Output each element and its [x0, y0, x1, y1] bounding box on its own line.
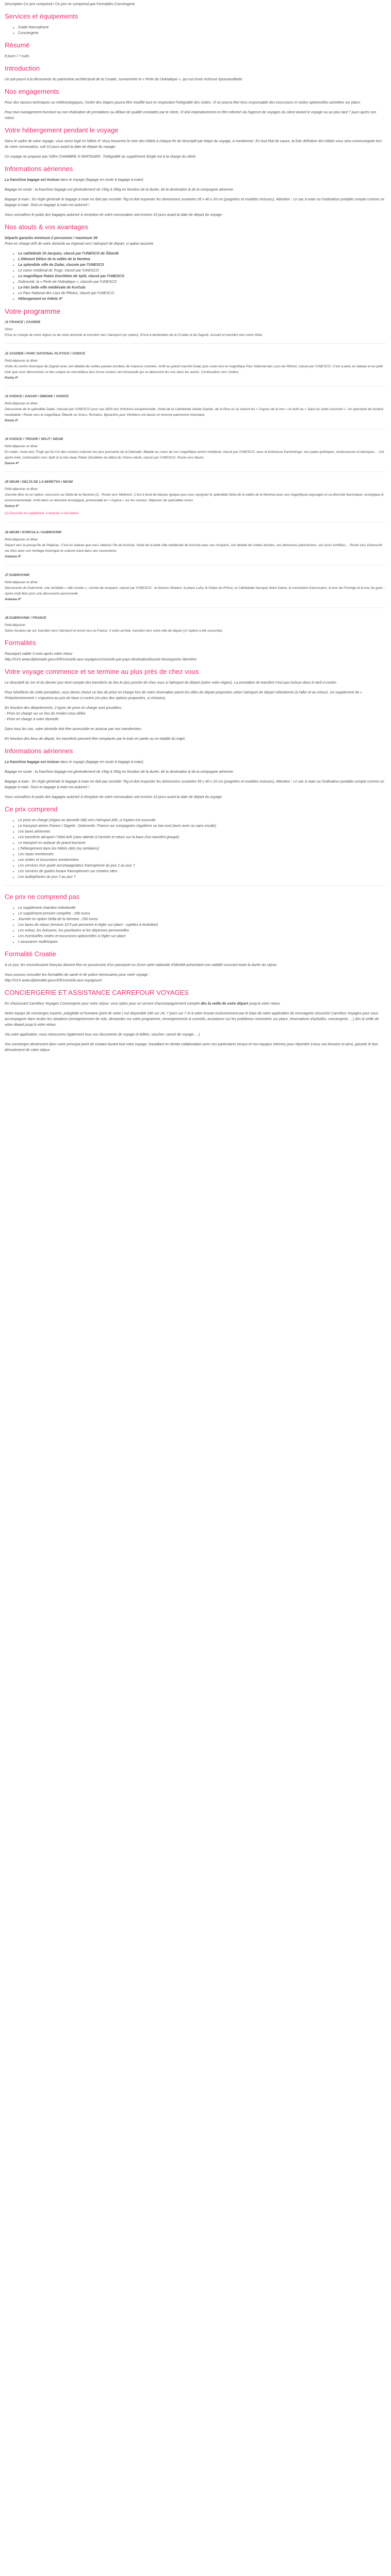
divider	[5, 607, 386, 608]
list-item	[18, 262, 386, 268]
hebergement-p2: Ce voyage ne propose pas l'offre CHAMBRE À PARTAGER : l'intégralité du supplément Single est à la charge du client.	[5, 155, 197, 159]
infos-p4: Vous connaîtrez le poids des bagages autorisé à réception de votre convocation soit environ 10 jours avant la date de départ du voyage.	[5, 213, 223, 217]
infos2-p3: Bagage à main : En règle générale le bagage à main ne doit pas excéder 7kg et doit respecter les dimensions suivantes 55 x 40 x 20 cm (poignées et roulettes incluses). Attention : Le sac à main ou l'ordinateur portable compte comme un bagage à main. Seul un bagage à main est autorisé !	[5, 780, 384, 789]
introduction-text: Un pot-pourri à la découverte du patrimoine architectural de la Croatie, surnommée le « Perle de l'Adriatique », qui est d'une richesse époustouflante.	[5, 78, 243, 81]
day-line: Selon horaires de vol, transfert vers l'aéroport et envol vers la France. A votre arrivée, transfert vers votre ville de départ (si l'option a été souscrite).	[5, 629, 223, 633]
list-item: • Le prise en charge (région ou domicile NB) vers l'aéroport A/R, si l'option est souscrite	[18, 818, 386, 823]
list-item	[18, 279, 386, 285]
list-item: • Le supplément pension complète : 290 euros	[18, 911, 386, 917]
infos-p1	[5, 177, 386, 183]
day-title: J3 VODICE / ZADAR / SIBENIK / VODICE	[5, 395, 69, 398]
croatie-p1: A ce jour, les ressortissants français doivent être en possession d'un passeport ou d'une carte nationale d'identité présentant une validité couvrant toute la durée du séjour.	[5, 963, 278, 967]
atout-text: La très belle ville médiévale de Korčula	[18, 286, 86, 290]
list-item: • Les services d'un guide accompagnateur francophone du jour 2 au jour 7	[18, 863, 386, 869]
list-item: • Les transferts aéroport / hôtel A/R (sans attente à l'arrivée et retour sur la base d'un transfert groupé)	[18, 835, 386, 840]
day-block	[5, 351, 386, 381]
ne-comprend-heading: Ce prix ne comprend pas	[5, 893, 80, 901]
infos2-p4: Vous connaîtrez le poids des bagages autorisé à réception de votre convocation soit environ 10 jours avant la date de départ du voyage.	[5, 795, 223, 799]
services-heading: Services et équipements	[5, 12, 78, 20]
infos2-p2: Bagage en soute : la franchise bagage est généralement de 15kg à 30kg en fonction de la durée, de la destination & de la compagnie aérienne.	[5, 770, 234, 774]
day-title: J7 DUBROVNIK	[5, 573, 30, 577]
day-line: Petit-déjeuner	[5, 623, 26, 627]
infos-aeriennes-heading: Informations aériennes	[5, 165, 73, 173]
day-block	[5, 394, 386, 423]
croatie-p2: Vous pouvez consulter les formalités de santé et de police nécessaires pour votre voyage :	[5, 973, 150, 977]
day-block	[5, 615, 386, 634]
day-line: Petit-déjeuner et dîner	[5, 538, 38, 541]
infos-p2: Bagage en soute : la franchise bagage est généralement de 15kg à 30kg en fonction de la durée, de la destination & de la compagnie aérienne.	[5, 188, 234, 192]
hotel-name: Ponta 4*	[5, 376, 19, 380]
atouts-heading: Nos atouts & vos avantages	[5, 223, 88, 231]
atout-text: Le magnifique Palais Dioclétien de Split, classé par l'UNESCO	[18, 275, 124, 278]
day-title: J1 FRANCE / ZAGREB	[5, 320, 40, 324]
list-item: • Les extras, les boissons, les pourboires et les dépenses personnelles	[18, 928, 386, 934]
atout-text: L'élément Délice de la vallée de la Neretva	[18, 258, 90, 261]
infos2-p1	[5, 759, 386, 765]
list-item	[18, 296, 386, 302]
list-item: • Le transport aérien France / Zagreb - Dubrovnik / France sur compagnies régulières ou low-cost (avec avec ou sans escale)	[18, 823, 386, 829]
ne-comprend-list	[5, 905, 386, 945]
conciergerie-bold: dès la veille de votre départ	[201, 1002, 248, 1006]
hotel-name: Sunce 4*	[5, 462, 19, 465]
conciergerie-p4: Vos concierges deviennent alors votre principal point de contact durant tout votre voyage, travaillant en étroite collaboration avec nos partenaires locaux et nos équipes internes pour répondre à tous vos besoins et ainsi, garantir le bon déroulement de votre séjour.	[5, 1043, 378, 1052]
list-item: • Les visites et excursions mentionnées	[18, 857, 386, 863]
day-line: Petit-déjeuner et dîner	[5, 487, 38, 491]
list-item: • Le supplément chambre individuelle	[18, 905, 386, 911]
day-title: J8 DUBROVNIK / FRANCE	[5, 616, 46, 620]
formalites-link[interactable]: http://XXX.www.diplomatie.gouv.fr/fr/conseils-aux-voyageurs/conseils-par-pays-destination/bosnie-herzegovine /dernière	[5, 658, 197, 662]
day-line: Petit-déjeuner et dîner	[5, 445, 38, 448]
hebergement-p1: Dans le cadre de votre voyage, vous serez logé en hôtels 4* Vous trouverez le nom des hôtels à chaque fin de descriptif par étape du voyage, à mentionner. En tout état de cause, la liste définitive des hôtels vous sera communiquée lors de votre convocation, soit 10 jours avant la date de départ du voyage.	[5, 140, 382, 149]
conciergerie-p1	[5, 1001, 386, 1007]
list-item: • Les taxes de séjour (environ 10 € par personne à régler sur place - sujettes à évolution)	[18, 922, 386, 928]
comprend-list	[5, 818, 386, 880]
day-line: En matin, route vers Trogir qui fut l'un des centres culturels les plus puissants de la Dalmatie. Balade au coeur de son magnifique centre médiéval, classé par l'UNESCO, avec la forteresse Kamerlengo, ses palais gothiques, renaissances et baroques… Cet après-midi, continuation vers Split et la très beau Palais Dioclétien du début du IVème siècle, classé par l'UNESCO. Route vers Neum.	[5, 450, 384, 460]
atouts-list	[5, 251, 386, 302]
list-item	[18, 285, 386, 291]
atouts-p1	[5, 235, 386, 241]
voyage-p2: Pour bénéficier de cette prestation, vous devez choisir un lieu de prise en charge lors de votre réservation parmi les villes de départ proposées selon l'aéroport de départ sélectionné (à l'aller et au retour). Un supplément de « Préacheminement » s'ajoutera au prix de base ci-contre (en plus des options proposées, si choisies).	[5, 691, 362, 700]
day-block	[5, 530, 386, 560]
programme-heading: Votre programme	[5, 307, 61, 315]
day-line: Petit-déjeuner et dîner	[5, 359, 38, 363]
hebergement-heading: Votre hébergement pendant le voyage	[5, 126, 119, 134]
resume-duration: 8 jours / 7 nuits	[5, 55, 29, 58]
conciergerie-text: jusqu'à votre retour.	[248, 1002, 281, 1006]
list-item	[18, 274, 386, 279]
day-line: Découverte de Dubrovnik, une véritable « ville musée », cernée de remparts, classé par l'UNESCO : le fameux Stradun, la place Luža, le Palais du Prince, la Cathédrale baroque Notre Dame, le monastère franciscains, la tour de l'horloge et la tour du guet… Après-midi libre pour une découverte personnelle	[5, 586, 386, 596]
votre-voyage-heading: Votre voyage commence et se termine au plus près de chez vous	[5, 668, 199, 675]
infos-p3: Bagage à main : En règle générale le bagage à main ne doit pas excéder 7kg et doit respecter les dimensions suivantes 55 x 40 x 20 cm (poignées et roulettes incluses). Attention : Le sac à main ou l'ordinateur portable compte comme un bagage à main. Seul un bagage à main est autorisé !	[5, 198, 384, 207]
conciergerie-p3: Via votre application, vous retrouverez également tous vos documents de voyage (e-billets, voucher, carnet de voyage, ...)	[5, 1033, 200, 1037]
day-line: Petit-déjeuner et dîner	[5, 402, 38, 405]
day-line: Visite du centre historique de Zagreb avec son dédale de ruelles pavées bordées de maisons colorées. Arrêt au grand marché Dolac puis route vers le magnifique Parc National des Lacs de Plitvice, classé par l'UNESCO. C'est à pied, en bateau et en petit train que vous découvrirez ce lieu unique au merveilleux lacs d'une couleur vert émeraude qui se déversent les uns dans les autres. Continuation vers Vodice.	[5, 365, 383, 374]
voyage-p1: Le descriptif du 1er et du dernier jour tient compte des transferts du lieu le plus proche de chez vous à l'aéroport de départ (selon votre région). La prestation de transfert n'est pas incluse dans le tarif ci-contre.	[5, 681, 337, 685]
day-block	[5, 572, 386, 602]
franchise-rest: dans le voyage (bagage en soute & bagage à main).	[59, 178, 144, 182]
services-list	[5, 25, 386, 36]
list-item: • L'hébergement dans les hôtels cités (ou similaires)	[18, 846, 386, 852]
franchise-bold: La franchise bagage est incluse	[5, 178, 59, 182]
hotel-name: Astarea 4*	[5, 555, 21, 558]
engagements-heading: Nos engagements	[5, 88, 59, 95]
atout-text: Le cathédrale St-Jacques, classé par l'UNESCO de Šibenik	[18, 252, 119, 256]
page	[0, 0, 391, 1063]
atout-text: Le Parc National des Lacs de Plitvice, classé par l'UNESCO	[18, 292, 115, 295]
list-item: • Le transport en autocar de grand tourisme	[18, 840, 386, 846]
list-item: • Les taxes aériennes	[18, 829, 386, 835]
divider	[5, 471, 386, 472]
hotel-name: Sunce 4*	[5, 504, 19, 508]
list-item: • Les audiophones du jour 2 au jour 7	[18, 874, 386, 880]
engagements-p1: Pour des raisons techniques ou météorologiques, l'ordre des étapes pourra être modifié tout en respectant l'intégralité des visites. Vl se pourra être tenu responsable des excursions et visites optionnelles achetées sur place.	[5, 101, 361, 105]
day-line: Journée libre ou en option, excursion au Delta de la Neretva (1) : Route vers Metković. C'est à bord de barque typique que vous rejoignez le splendide Delta de la vallée de la Neretva avec ses magnifiques paysages et sa diversité faunistique, écologique & environnementale. Arrêt dans un domaine écologique, promenade en « trupica » sur les canaux. Déjeuner de spécialités inclus	[5, 493, 384, 502]
atout-text: Dubrovnik, la « Perle de l'Adriatique », classée par l'UNESCO	[18, 280, 117, 284]
voyage-p5: En fonction des lieux de départ, les transferts peuvent être remplacés par le train en partie ou en totalité du trajet.	[5, 737, 186, 741]
hotel-name: Astarea 4*	[5, 598, 21, 601]
list-item: • Conciergerie	[18, 30, 386, 36]
resume-heading: Résumé	[5, 41, 30, 49]
engagements-p2: Pour tout management éventuel ou non réalisation de prestations ou défaut de qualité constatée par le client, Vl doit impérativement en être informé via l'agence de voyages du client durant le voyage ou au plus tard 7 jours après son retour.	[5, 111, 377, 120]
atout-text: Hébergement en hôtels 4*	[18, 297, 62, 301]
option-note: (1) Excursion en supplément, à réserver à l'inscription.	[5, 512, 79, 515]
voyage-p3a: - Prise en charge sur un lieu de rendez-vous défini	[5, 712, 86, 716]
departs-garantis: Départs garantis minimum 2 personnes / maximum 38	[5, 236, 97, 240]
day-block	[5, 436, 386, 466]
day-block	[5, 479, 386, 517]
list-item: • Guide francophone	[18, 25, 386, 30]
list-item: • Les services de guides locaux francophones sur certains sites	[18, 869, 386, 874]
formalites-heading: Formalités	[5, 639, 36, 647]
voyage-p3: En fonction des départements, 2 types de prise en charge sont possibles :	[5, 706, 123, 710]
franchise-rest: dans le voyage (bagage en soute & bagage à main).	[59, 760, 144, 764]
day-title: J4 VODICE / TROGIR / SPLIT / NEUM	[5, 437, 63, 441]
comprend-heading: Ce prix comprend	[5, 805, 58, 813]
conciergerie-p2: Notre équipe de concierges experts, polyglotte et humaine (joint de notre ) est disponible 24h sur 24, 7 jours sur 7 et à votre écoute exclusivement par le biais de notre application de messagerie sécurisée Carrefour Voyages pour vous accompagner dans toutes les situations (enregistrement de vols, demandes sur votre programme, renseignements & conseils, assistance sur les problèmes rencontrés sur place, réservations d'activités, conciergerie, ...) dès la veille de votre départ jusqu'à votre retour.	[5, 1012, 379, 1027]
day-title: J2 ZAGREB / PARC NATIONAL PLITVICE / VODICE	[5, 352, 86, 355]
atouts-p2: Prise en charge A/R de votre domicile au régional vers l'aéroport de départ, ci option assurée	[5, 242, 154, 246]
croatie-link[interactable]: http://XXX.www.diplomatie.gouv.fr/fr/conseils-aux-voyageurs/	[5, 979, 102, 982]
day-line: Petit-déjeuner et dîner	[5, 581, 38, 584]
formalite-croatie-heading: Formalité Croatie	[5, 950, 56, 958]
list-item: • L'assurance multirisques	[18, 939, 386, 945]
atout-text: La splendide ville de Zadar, classée par l'UNESCO	[18, 263, 104, 267]
infos-aeriennes-heading-2: Informations aériennes	[5, 747, 73, 755]
franchise-bold: La franchise bagage est incluse	[5, 760, 59, 764]
list-item	[18, 257, 386, 262]
list-item: • Les repas mentionnés	[18, 852, 386, 857]
divider	[5, 885, 386, 886]
list-item	[18, 291, 386, 296]
day-line: Découverte de la splendide Zadar, classée par l'UNESCO pour ses 3000 ans d'histoire exceptionnelle. Visite de la Cathédrale Sainte-Sophie, de la Riva où se situent les « Orgues de la mer » et arrêt au « Salut au soleil couchant ». Un spectacle de lumière inoubliable ! Route vers la magnifique Šibenik où Grecs, Romains, Byzantins puis Vénitiens ont laissé un énorme patrimoine historique.	[5, 408, 384, 417]
voyage-p4: Dans tous les cas, votre domicile doit être accessible en autocar par nos transferistes.	[5, 727, 142, 731]
introduction-heading: Introduction	[5, 64, 40, 72]
divider	[5, 343, 386, 344]
day-title: J6 NEUM / KORCULA / DUBROVNIK	[5, 531, 62, 534]
list-item: • Journée en option Delta de la Neretva : 250 euros	[18, 917, 386, 922]
day-title: J5 NEUM / DELTA DE LA NERETVA / NEUM	[5, 480, 73, 484]
hotel-name: Ponta 4*	[5, 419, 19, 422]
day-block	[5, 319, 386, 338]
atout-text: Le coeur médiéval de Trogir, classé par l'UNESCO	[18, 269, 99, 273]
intro-tabs: Description Ce prix comprend / Ce prix ne comprend pas Formalités Conciergerie	[5, 3, 135, 6]
day-line: Départ vers la presqu'île de Pelješac. C'est en bateau que vous rallierez l'île de Korčula. Visite de la belle ville médiévale de Korčula avec ses remparts, son dédale de ruelles étroites, ses demeures patriciennes, ses tours fortifiées… Route vers Dubrovnik via Ston avec son héritage historique et culturel tracé dans ses monuments.	[5, 544, 382, 553]
formalites-p1: Passeport valide 3 mois après votre retour	[5, 652, 73, 656]
list-item: • Les éventuelles visites et excursions optionnelles à régler sur place	[18, 934, 386, 939]
voyage-p3b: - Prise en charge à votre domicile	[5, 718, 59, 721]
day-line: Dîner	[5, 328, 13, 331]
day-line: Prise en charge de votre région ou de votre domicile et transfert vers l'aéroport (en option). Envol à destination de la Croatie et de Zagreb. Accueil et transfert vers votre hôtel.	[5, 333, 263, 337]
list-item	[18, 251, 386, 257]
conciergerie-text: En choisissant Carrefour Voyages Conciergerie pour votre séjour, vous optez pour un service d'accompagnement complet	[5, 1002, 201, 1006]
conciergerie-heading: CONCIERGERIE ET ASSISTANCE CARREFOUR VOYAGES	[5, 989, 189, 996]
list-item	[18, 268, 386, 274]
